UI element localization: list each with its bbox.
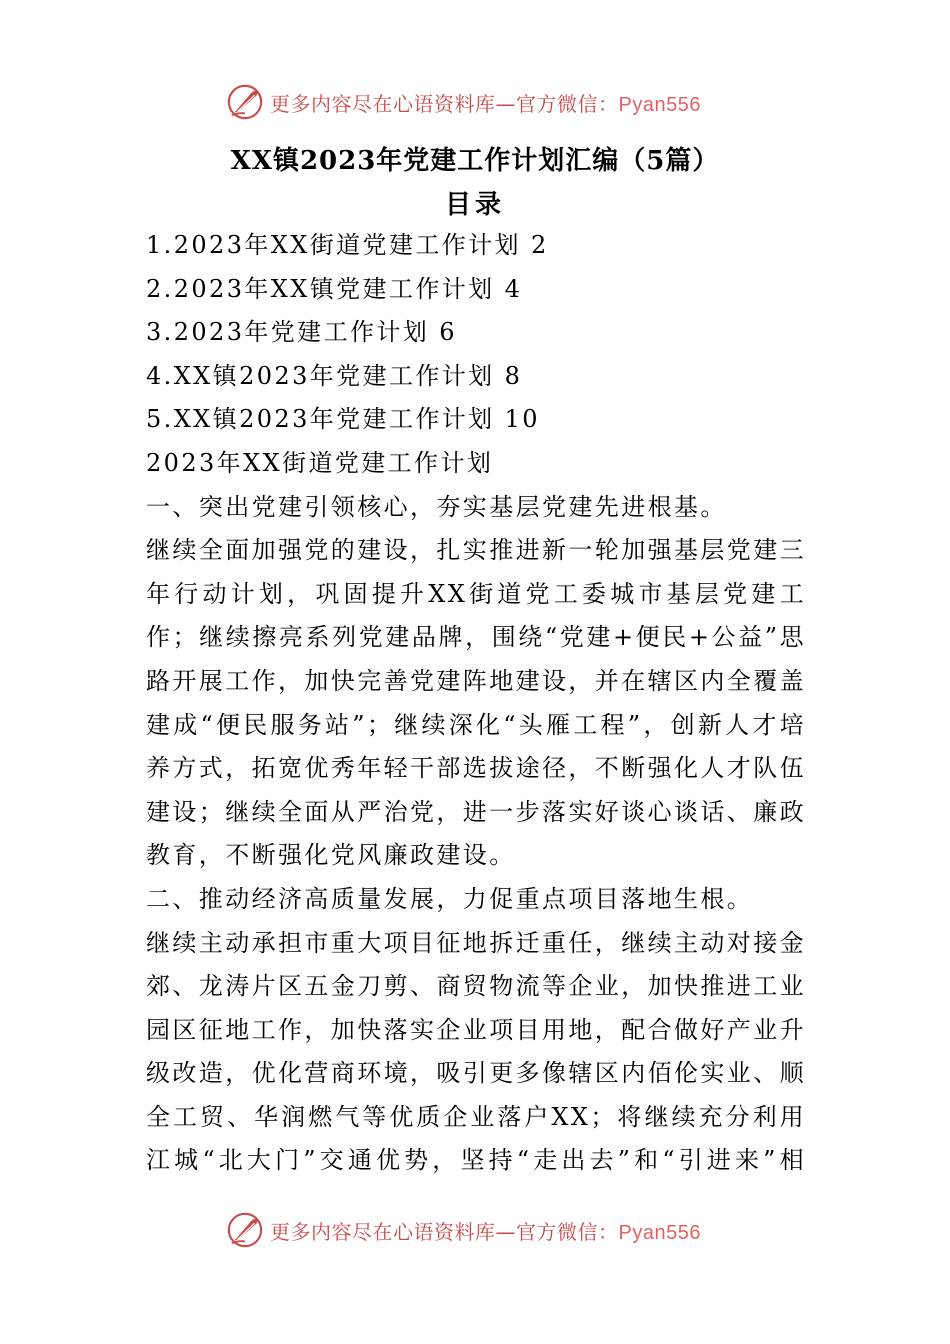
quill-logo-icon: [226, 1211, 264, 1249]
watermark-footer: [226, 1210, 746, 1250]
section-title: 2023年XX街道党建工作计划: [146, 448, 494, 477]
toc-entry-2[interactable]: 2.2023年XX镇党建工作计划 4: [146, 274, 523, 303]
paragraph-1: 继续全面加强党的建设，扎实推进新一轮加强基层党建三年行动计划，巩固提升XX街道党工委城市基层党建工作；继续擦亮系列党建品牌，围绕“党建+便民+公益”思路开展工作，加快完善党建阵地建设，并在辖区内全覆盖建成“便民服务站”；继续深化“头雁工程”，创新人才培养方式，拓宽优秀年轻干部选拔途径，不断强化人才队伍建设；继续全面从严治党，进一步落实好谈心谈话、廉政教育，不断强化党风廉政建设。: [146, 536, 806, 870]
toc-entry-3[interactable]: 3.2023年党建工作计划 6: [146, 318, 457, 347]
quill-logo-icon: [226, 83, 264, 121]
watermark-text: 更多内容尽在心语资料库—官方微信：Pyan556: [270, 91, 701, 116]
toc-entry-5[interactable]: 5.XX镇2023年党建工作计划 10: [146, 405, 540, 434]
toc-entry-1[interactable]: 1.2023年XX街道党建工作计划 2: [146, 231, 549, 259]
watermark-header: [226, 82, 746, 122]
watermark-text: 更多内容尽在心语资料库—官方微信：Pyan556: [270, 1219, 701, 1244]
toc-entry-4[interactable]: 4.XX镇2023年党建工作计划 8: [146, 361, 523, 390]
paragraph-2: 继续主动承担市重大项目征地拆迁重任，继续主动对接金郊、龙涛片区五金刀剪、商贸物流等企业，加快推进工业园区征地工作，加快落实企业项目用地，配合做好产业升级改造，优化营商环境，吸引更多像辖区内佰伦实业、顺全工贸、华润燃气等优质企业落户XX；将继续充分利用江城“北大门”交通优势，坚持“走出去”和“引进来”相: [146, 928, 806, 1175]
toc-heading: 目录: [444, 190, 505, 220]
document-title: XX镇2023年党建工作计划汇编（5篇）: [230, 146, 720, 176]
section-heading-2: 二、推动经济高质量发展，力促重点项目落地生根。: [146, 884, 754, 913]
section-heading-1: 一、突出党建引领核心，夯实基层党建先进根基。: [146, 492, 727, 521]
document-body: [146, 224, 806, 1183]
